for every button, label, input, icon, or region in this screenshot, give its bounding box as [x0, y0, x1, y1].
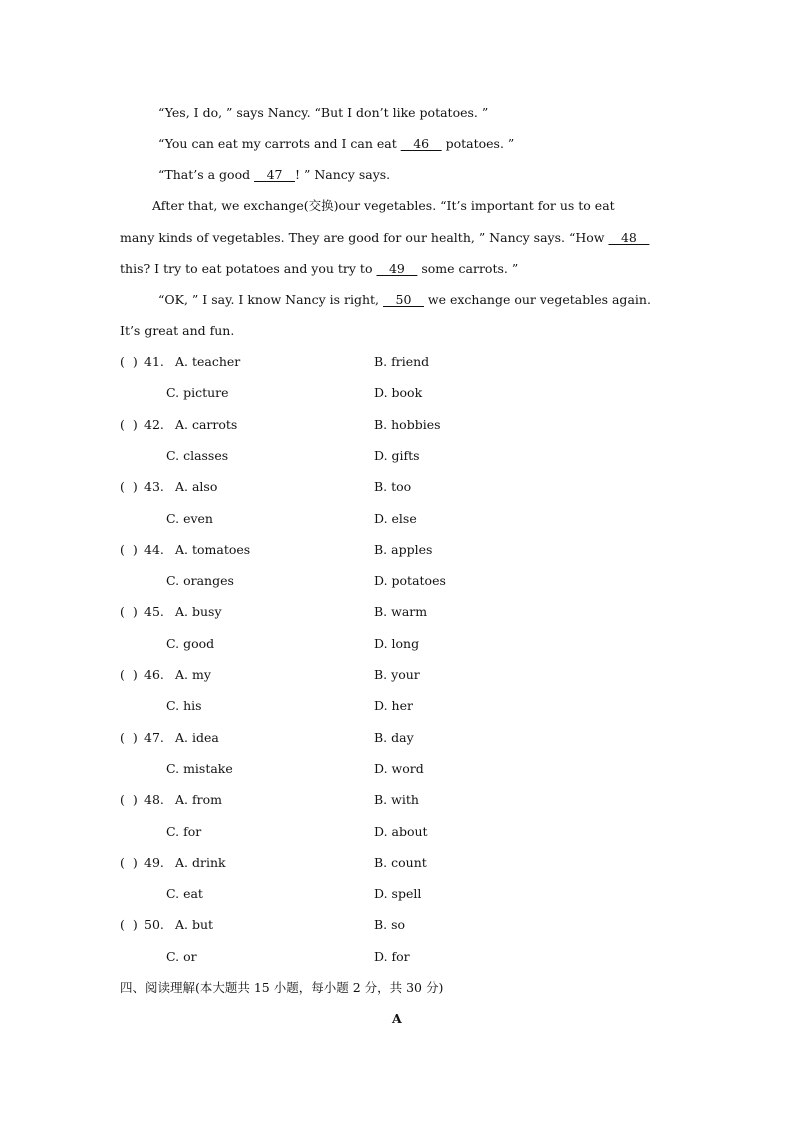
option-d: D. book — [374, 385, 423, 401]
passage-line-8: It’s great and fun. — [120, 323, 235, 338]
option-a: A. teacher — [175, 354, 241, 369]
question-row-options — [120, 949, 680, 965]
blank-48: __48__ — [608, 230, 650, 245]
option-b: B. hobbies — [374, 416, 441, 432]
blank-46: __46__ — [400, 136, 442, 151]
option-b: B. too — [374, 479, 412, 495]
question-row-options — [120, 385, 680, 401]
passage-line-2 — [158, 136, 514, 152]
passage-label: A — [392, 1011, 402, 1026]
option-a: A. busy — [175, 604, 222, 620]
option-c: C. oranges — [166, 573, 234, 589]
option-a: A. my — [175, 667, 211, 682]
question-row — [120, 792, 680, 808]
option-c: C. even — [166, 510, 213, 526]
question-number: 49. — [144, 854, 164, 870]
question-row — [120, 730, 680, 746]
passage-line-1: “Yes, I do, ” says Nancy. “But I don’t like potatoes. ” — [158, 105, 489, 120]
passage-text: we exchange our vegetables again. — [423, 292, 651, 307]
option-c: C. picture — [166, 385, 229, 401]
option-c: C. good — [166, 635, 215, 651]
question-number: 42. — [144, 416, 164, 432]
answer-bracket[interactable]: ( ) — [120, 917, 138, 933]
option-b: B. warm — [374, 604, 428, 620]
option-c: C. eat — [166, 886, 203, 902]
question-number: 45. — [144, 604, 164, 620]
option-c: C. or — [166, 948, 197, 964]
question-row-options — [120, 511, 680, 527]
passage-text: “You can eat my carrots and I can eat — [158, 136, 401, 151]
question-row — [120, 667, 680, 683]
question-row — [120, 354, 680, 370]
question-number: 43. — [144, 479, 164, 495]
answer-bracket[interactable]: ( ) — [120, 667, 138, 682]
question-number: 41. — [144, 354, 164, 369]
option-d: D. for — [374, 948, 410, 964]
option-a: A. also — [175, 479, 218, 495]
option-d: D. gifts — [374, 447, 420, 463]
question-row — [120, 604, 680, 620]
passage-line-5 — [120, 230, 649, 246]
question-row — [120, 917, 680, 933]
question-number: 46. — [144, 667, 164, 682]
question-row-options — [120, 886, 680, 902]
option-d: D. spell — [374, 886, 422, 902]
passage-line-7 — [158, 292, 651, 308]
question-row — [120, 855, 680, 871]
option-a: A. carrots — [175, 416, 238, 432]
option-a: A. but — [175, 917, 214, 933]
answer-bracket[interactable]: ( ) — [120, 854, 138, 870]
option-d: D. about — [374, 823, 428, 839]
passage-text: “That’s a good — [158, 167, 255, 182]
option-d: D. long — [374, 635, 420, 651]
option-b: B. friend — [374, 354, 430, 369]
question-row-options — [120, 698, 680, 714]
answer-bracket[interactable]: ( ) — [120, 729, 138, 745]
blank-47: __47__ — [254, 167, 295, 182]
question-number: 50. — [144, 917, 164, 933]
section-title: 四、阅读理解(本大题共 15 小题，每小题 2 分，共 30 分) — [120, 980, 444, 995]
option-b: B. with — [374, 792, 419, 808]
option-d: D. else — [374, 510, 417, 526]
question-row-options — [120, 573, 680, 589]
answer-bracket[interactable]: ( ) — [120, 541, 138, 557]
question-row-options — [120, 761, 680, 777]
option-b: B. your — [374, 667, 420, 682]
question-row — [120, 542, 680, 558]
question-row-options — [120, 448, 680, 464]
question-number: 44. — [144, 541, 164, 557]
question-row-options — [120, 824, 680, 840]
option-b: B. so — [374, 917, 406, 933]
option-d: D. potatoes — [374, 573, 446, 589]
option-c: C. for — [166, 823, 202, 839]
option-b: B. apples — [374, 541, 433, 557]
passage-text: ! ” Nancy says. — [294, 167, 391, 182]
option-c: C. mistake — [166, 760, 233, 776]
question-row — [120, 479, 680, 495]
passage-text: potatoes. ” — [441, 136, 515, 151]
passage-text: many kinds of vegetables. They are good for our health, ” Nancy says. “How — [120, 230, 609, 245]
answer-bracket[interactable]: ( ) — [120, 792, 138, 808]
blank-49: __49__ — [376, 261, 418, 276]
question-number: 48. — [144, 792, 164, 808]
passage-line-6 — [120, 261, 518, 277]
passage-text: this? I try to eat potatoes and you try to — [120, 261, 377, 276]
answer-bracket[interactable]: ( ) — [120, 416, 138, 432]
option-d: D. her — [374, 698, 413, 714]
answer-bracket[interactable]: ( ) — [120, 479, 138, 495]
option-a: A. tomatoes — [175, 541, 251, 557]
passage-text: “OK, ” I say. I know Nancy is right, — [158, 292, 384, 307]
passage-text: some carrots. ” — [417, 261, 519, 276]
option-a: A. idea — [175, 729, 219, 745]
option-a: A. from — [175, 792, 222, 808]
option-a: A. drink — [175, 854, 226, 870]
blank-50: __50__ — [383, 292, 424, 307]
option-c: C. classes — [166, 447, 229, 463]
answer-bracket[interactable]: ( ) — [120, 604, 138, 620]
option-b: B. count — [374, 854, 427, 870]
question-number: 47. — [144, 729, 164, 745]
answer-bracket[interactable]: ( ) — [120, 354, 138, 369]
passage-line-4: After that, we exchange(交换)our vegetables. “It’s important for us to eat — [152, 198, 615, 213]
question-row-options — [120, 636, 680, 652]
option-c: C. his — [166, 698, 202, 714]
option-b: B. day — [374, 729, 414, 745]
question-row — [120, 417, 680, 433]
passage-line-3 — [158, 167, 390, 183]
option-d: D. word — [374, 760, 424, 776]
